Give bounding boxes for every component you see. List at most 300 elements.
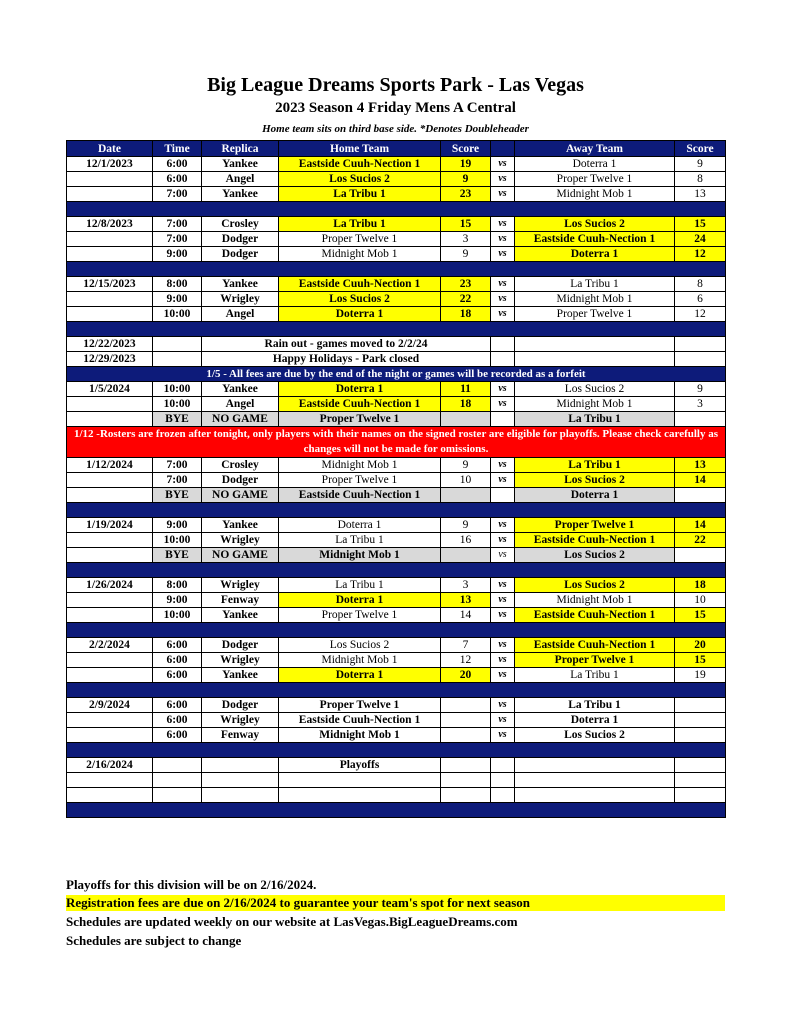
replica-cell: Crosley	[202, 217, 279, 232]
footer-playoffs-note: Playoffs for this division will be on 2/16/2024.	[66, 877, 317, 892]
home-score-cell: 18	[441, 397, 491, 412]
away-score-cell: 15	[675, 608, 726, 623]
time-cell: 7:00	[153, 217, 202, 232]
replica-cell: NO GAME	[202, 412, 279, 427]
home-team-cell: Los Sucios 2	[279, 638, 441, 653]
separator-row	[67, 262, 726, 277]
replica-cell: Crosley	[202, 458, 279, 473]
game-row	[67, 172, 726, 187]
vs-cell: vs	[491, 382, 515, 397]
date-cell	[67, 307, 153, 322]
separator-cell	[67, 322, 726, 337]
replica-cell: Yankee	[202, 608, 279, 623]
game-row	[67, 638, 726, 653]
away-team-cell: La Tribu 1	[515, 668, 675, 683]
game-row	[67, 593, 726, 608]
away-score-cell	[675, 698, 726, 713]
date-cell	[67, 788, 153, 803]
game-row	[67, 232, 726, 247]
game-row	[67, 788, 726, 803]
date-cell: 1/19/2024	[67, 518, 153, 533]
home-score-cell	[441, 548, 491, 563]
home-score-cell: 12	[441, 653, 491, 668]
date-cell	[67, 653, 153, 668]
time-cell: BYE	[153, 548, 202, 563]
home-team-cell: Proper Twelve 1	[279, 232, 441, 247]
game-row	[67, 518, 726, 533]
replica-cell: Yankee	[202, 187, 279, 202]
game-row	[67, 713, 726, 728]
away-team-cell: Doterra 1	[515, 157, 675, 172]
home-team-cell: La Tribu 1	[279, 187, 441, 202]
game-row	[67, 758, 726, 773]
home-team-cell: La Tribu 1	[279, 533, 441, 548]
away-score-cell	[675, 758, 726, 773]
home-team-cell: Playoffs	[279, 758, 441, 773]
separator-row	[67, 743, 726, 758]
fees-notice-text: 1/5 - All fees are due by the end of the night or games will be recorded as a forfeit	[67, 367, 726, 382]
game-row	[67, 728, 726, 743]
replica-cell: Wrigley	[202, 578, 279, 593]
away-score-cell	[675, 412, 726, 427]
away-score-cell: 10	[675, 593, 726, 608]
home-team-cell: La Tribu 1	[279, 217, 441, 232]
home-team-cell: Proper Twelve 1	[279, 698, 441, 713]
page-note: Home team sits on third base side. *Denotes Doubleheader	[262, 123, 529, 135]
away-team-cell: Los Sucios 2	[515, 578, 675, 593]
replica-cell: Fenway	[202, 593, 279, 608]
away-team-cell	[515, 788, 675, 803]
home-team-cell: Doterra 1	[279, 382, 441, 397]
game-row	[67, 247, 726, 262]
away-score-cell	[675, 728, 726, 743]
away-team-cell: Proper Twelve 1	[515, 307, 675, 322]
replica-cell: Yankee	[202, 157, 279, 172]
home-team-cell: Proper Twelve 1	[279, 412, 441, 427]
away-team-cell	[515, 773, 675, 788]
page-title: Big League Dreams Sports Park - Las Vegas	[207, 74, 584, 96]
home-team-cell	[279, 773, 441, 788]
date-cell: 12/29/2023	[67, 352, 153, 367]
away-score-cell: 18	[675, 578, 726, 593]
replica-cell	[202, 758, 279, 773]
column-header-away-score: Score	[675, 141, 726, 157]
time-cell: 7:00	[153, 473, 202, 488]
time-cell	[153, 773, 202, 788]
time-cell: 10:00	[153, 533, 202, 548]
column-header-date: Date	[67, 141, 153, 157]
home-score-cell: 9	[441, 518, 491, 533]
home-score-cell: 20	[441, 668, 491, 683]
table-header-row	[67, 141, 726, 157]
game-row	[67, 157, 726, 172]
home-score-cell: 3	[441, 232, 491, 247]
time-cell: 10:00	[153, 307, 202, 322]
replica-cell	[202, 788, 279, 803]
home-score-cell: 3	[441, 578, 491, 593]
vs-cell: vs	[491, 593, 515, 608]
game-row	[67, 668, 726, 683]
home-team-cell: Eastside Cuuh-Nection 1	[279, 713, 441, 728]
vs-cell: vs	[491, 187, 515, 202]
home-team-cell: Eastside Cuuh-Nection 1	[279, 488, 441, 503]
home-team-cell: Doterra 1	[279, 668, 441, 683]
vs-cell: vs	[491, 533, 515, 548]
date-cell	[67, 668, 153, 683]
vs-cell: vs	[491, 638, 515, 653]
away-team-cell: Los Sucios 2	[515, 382, 675, 397]
vs-cell	[491, 488, 515, 503]
date-cell	[67, 608, 153, 623]
away-team-cell: Doterra 1	[515, 247, 675, 262]
away-score-cell: 8	[675, 172, 726, 187]
home-score-cell	[441, 758, 491, 773]
bye-row	[67, 548, 726, 563]
home-score-cell: 9	[441, 458, 491, 473]
vs-cell: vs	[491, 307, 515, 322]
time-cell	[153, 758, 202, 773]
game-row	[67, 473, 726, 488]
replica-cell: Dodger	[202, 247, 279, 262]
replica-cell: Wrigley	[202, 713, 279, 728]
message-row	[67, 337, 726, 352]
schedule-table	[66, 140, 726, 818]
game-row	[67, 608, 726, 623]
vs-cell: vs	[491, 548, 515, 563]
vs-cell: vs	[491, 668, 515, 683]
away-team-cell: Doterra 1	[515, 488, 675, 503]
home-score-cell: 23	[441, 187, 491, 202]
page-subtitle: 2023 Season 4 Friday Mens A Central	[275, 100, 516, 116]
vs-cell: vs	[491, 458, 515, 473]
date-cell: 1/26/2024	[67, 578, 153, 593]
separator-row	[67, 623, 726, 638]
date-cell	[67, 773, 153, 788]
home-score-cell	[441, 728, 491, 743]
away-score-cell: 24	[675, 232, 726, 247]
roster-alert-text: 1/12 -Rosters are frozen after tonight, only players with their names on the signed roster are eligible for playoffs. Please check carefully as changes will not be made for omissions.	[67, 427, 726, 458]
game-row	[67, 698, 726, 713]
replica-cell: NO GAME	[202, 548, 279, 563]
away-score-cell: 8	[675, 277, 726, 292]
message-cell: Rain out - games moved to 2/2/24	[202, 337, 491, 352]
replica-cell: Dodger	[202, 232, 279, 247]
replica-cell: Angel	[202, 397, 279, 412]
date-cell	[67, 232, 153, 247]
footer-website-note: Schedules are updated weekly on our website at LasVegas.BigLeagueDreams.com	[66, 914, 518, 929]
away-team-cell: Eastside Cuuh-Nection 1	[515, 533, 675, 548]
away-score-cell: 9	[675, 382, 726, 397]
time-cell: 9:00	[153, 593, 202, 608]
bye-row	[67, 488, 726, 503]
time-cell: 6:00	[153, 713, 202, 728]
date-cell	[67, 548, 153, 563]
separator-row	[67, 683, 726, 698]
home-score-cell: 11	[441, 382, 491, 397]
home-team-cell: Eastside Cuuh-Nection 1	[279, 157, 441, 172]
away-score-cell: 14	[675, 473, 726, 488]
time-cell: BYE	[153, 412, 202, 427]
separator-cell	[67, 743, 726, 758]
game-row	[67, 653, 726, 668]
date-cell	[67, 473, 153, 488]
home-score-cell	[441, 698, 491, 713]
away-team-cell: Midnight Mob 1	[515, 187, 675, 202]
empty-cell	[515, 352, 675, 367]
away-score-cell: 15	[675, 653, 726, 668]
replica-cell: Yankee	[202, 518, 279, 533]
replica-cell	[202, 773, 279, 788]
empty-cell	[675, 352, 726, 367]
time-cell: 8:00	[153, 578, 202, 593]
empty-cell	[491, 352, 515, 367]
home-team-cell: Doterra 1	[279, 593, 441, 608]
away-score-cell	[675, 773, 726, 788]
away-team-cell: Eastside Cuuh-Nection 1	[515, 638, 675, 653]
column-header-time: Time	[153, 141, 202, 157]
home-score-cell	[441, 788, 491, 803]
vs-cell: vs	[491, 728, 515, 743]
vs-cell: vs	[491, 172, 515, 187]
away-team-cell: La Tribu 1	[515, 458, 675, 473]
away-team-cell: Proper Twelve 1	[515, 518, 675, 533]
game-row	[67, 307, 726, 322]
home-team-cell: Proper Twelve 1	[279, 473, 441, 488]
home-score-cell: 14	[441, 608, 491, 623]
home-team-cell	[279, 788, 441, 803]
away-team-cell: Doterra 1	[515, 713, 675, 728]
away-team-cell: Midnight Mob 1	[515, 397, 675, 412]
game-row	[67, 773, 726, 788]
date-cell	[67, 172, 153, 187]
separator-cell	[67, 623, 726, 638]
time-cell: 7:00	[153, 458, 202, 473]
time-cell: 9:00	[153, 292, 202, 307]
away-team-cell: La Tribu 1	[515, 412, 675, 427]
vs-cell: vs	[491, 713, 515, 728]
away-score-cell: 19	[675, 668, 726, 683]
replica-cell: Dodger	[202, 473, 279, 488]
away-team-cell: Los Sucios 2	[515, 217, 675, 232]
away-team-cell: La Tribu 1	[515, 277, 675, 292]
empty-cell	[515, 337, 675, 352]
away-team-cell: Midnight Mob 1	[515, 292, 675, 307]
away-team-cell: Eastside Cuuh-Nection 1	[515, 232, 675, 247]
time-cell: 10:00	[153, 382, 202, 397]
date-cell: 12/1/2023	[67, 157, 153, 172]
message-row	[67, 352, 726, 367]
replica-cell: Angel	[202, 172, 279, 187]
home-score-cell: 23	[441, 277, 491, 292]
date-cell: 12/8/2023	[67, 217, 153, 232]
date-cell	[67, 292, 153, 307]
separator-cell	[67, 803, 726, 818]
away-score-cell: 14	[675, 518, 726, 533]
bye-row	[67, 412, 726, 427]
away-score-cell: 13	[675, 187, 726, 202]
footer-registration-note: Registration fees are due on 2/16/2024 to guarantee your team's spot for next season	[66, 895, 725, 911]
date-cell: 1/5/2024	[67, 382, 153, 397]
time-cell: 10:00	[153, 608, 202, 623]
date-cell	[67, 187, 153, 202]
column-header-home-score: Score	[441, 141, 491, 157]
time-cell: 6:00	[153, 172, 202, 187]
vs-cell: vs	[491, 473, 515, 488]
away-score-cell	[675, 548, 726, 563]
away-team-cell: Midnight Mob 1	[515, 593, 675, 608]
away-team-cell: Los Sucios 2	[515, 473, 675, 488]
date-cell	[67, 728, 153, 743]
time-cell: 9:00	[153, 247, 202, 262]
home-team-cell: Doterra 1	[279, 518, 441, 533]
home-score-cell: 18	[441, 307, 491, 322]
empty-cell	[491, 337, 515, 352]
date-cell: 2/9/2024	[67, 698, 153, 713]
home-score-cell: 22	[441, 292, 491, 307]
home-team-cell: Doterra 1	[279, 307, 441, 322]
vs-cell: vs	[491, 277, 515, 292]
fees-notice-row	[67, 367, 726, 382]
replica-cell: Angel	[202, 307, 279, 322]
date-cell: 12/22/2023	[67, 337, 153, 352]
game-row	[67, 382, 726, 397]
away-score-cell: 6	[675, 292, 726, 307]
date-cell	[67, 247, 153, 262]
home-score-cell: 7	[441, 638, 491, 653]
away-team-cell: Proper Twelve 1	[515, 653, 675, 668]
time-cell: 7:00	[153, 187, 202, 202]
away-score-cell	[675, 788, 726, 803]
separator-cell	[67, 202, 726, 217]
replica-cell: Wrigley	[202, 533, 279, 548]
home-team-cell: Los Sucios 2	[279, 292, 441, 307]
home-score-cell: 9	[441, 172, 491, 187]
vs-cell: vs	[491, 247, 515, 262]
away-team-cell: Los Sucios 2	[515, 728, 675, 743]
home-score-cell: 16	[441, 533, 491, 548]
replica-cell: Yankee	[202, 277, 279, 292]
separator-row	[67, 202, 726, 217]
home-score-cell: 15	[441, 217, 491, 232]
away-score-cell: 12	[675, 247, 726, 262]
replica-cell: Dodger	[202, 698, 279, 713]
replica-cell: Wrigley	[202, 292, 279, 307]
separator-cell	[67, 683, 726, 698]
away-score-cell: 12	[675, 307, 726, 322]
separator-cell	[67, 262, 726, 277]
away-team-cell: Eastside Cuuh-Nection 1	[515, 608, 675, 623]
replica-cell: Fenway	[202, 728, 279, 743]
date-cell	[67, 713, 153, 728]
home-score-cell: 10	[441, 473, 491, 488]
game-row	[67, 217, 726, 232]
time-cell: 10:00	[153, 397, 202, 412]
time-cell: 8:00	[153, 277, 202, 292]
column-header-replica: Replica	[202, 141, 279, 157]
game-row	[67, 277, 726, 292]
home-score-cell	[441, 713, 491, 728]
game-row	[67, 397, 726, 412]
home-team-cell: Proper Twelve 1	[279, 608, 441, 623]
home-team-cell: Eastside Cuuh-Nection 1	[279, 397, 441, 412]
game-row	[67, 578, 726, 593]
replica-cell: Yankee	[202, 382, 279, 397]
away-score-cell: 3	[675, 397, 726, 412]
column-header-home-team: Home Team	[279, 141, 441, 157]
separator-row	[67, 803, 726, 818]
game-row	[67, 187, 726, 202]
separator-cell	[67, 503, 726, 518]
separator-row	[67, 322, 726, 337]
home-team-cell: Los Sucios 2	[279, 172, 441, 187]
time-cell: 6:00	[153, 638, 202, 653]
time-cell: 7:00	[153, 232, 202, 247]
time-cell: 6:00	[153, 668, 202, 683]
home-team-cell: Midnight Mob 1	[279, 548, 441, 563]
vs-cell: vs	[491, 157, 515, 172]
home-team-cell: Midnight Mob 1	[279, 728, 441, 743]
date-cell: 2/16/2024	[67, 758, 153, 773]
game-row	[67, 292, 726, 307]
date-cell	[67, 488, 153, 503]
time-cell	[153, 788, 202, 803]
schedule-body	[67, 157, 726, 818]
away-score-cell: 13	[675, 458, 726, 473]
vs-cell: vs	[491, 578, 515, 593]
date-cell: 12/15/2023	[67, 277, 153, 292]
empty-cell	[675, 337, 726, 352]
away-team-cell: La Tribu 1	[515, 698, 675, 713]
home-team-cell: Eastside Cuuh-Nection 1	[279, 277, 441, 292]
vs-cell: vs	[491, 397, 515, 412]
message-cell: Happy Holidays - Park closed	[202, 352, 491, 367]
vs-cell	[491, 412, 515, 427]
vs-cell: vs	[491, 653, 515, 668]
separator-cell	[67, 563, 726, 578]
home-team-cell: Midnight Mob 1	[279, 247, 441, 262]
vs-cell	[491, 758, 515, 773]
date-cell	[67, 412, 153, 427]
home-team-cell: Midnight Mob 1	[279, 653, 441, 668]
vs-cell: vs	[491, 698, 515, 713]
separator-row	[67, 503, 726, 518]
home-score-cell: 13	[441, 593, 491, 608]
separator-row	[67, 563, 726, 578]
vs-cell: vs	[491, 217, 515, 232]
game-row	[67, 533, 726, 548]
column-header-vs	[491, 141, 515, 157]
home-team-cell: La Tribu 1	[279, 578, 441, 593]
home-score-cell: 19	[441, 157, 491, 172]
away-team-cell: Proper Twelve 1	[515, 172, 675, 187]
date-cell: 2/2/2024	[67, 638, 153, 653]
time-cell	[153, 337, 202, 352]
time-cell	[153, 352, 202, 367]
replica-cell: Dodger	[202, 638, 279, 653]
home-score-cell	[441, 412, 491, 427]
game-row	[67, 458, 726, 473]
vs-cell: vs	[491, 232, 515, 247]
vs-cell: vs	[491, 292, 515, 307]
time-cell: 6:00	[153, 157, 202, 172]
vs-cell: vs	[491, 518, 515, 533]
footer-change-note: Schedules are subject to change	[66, 933, 242, 948]
replica-cell: Yankee	[202, 668, 279, 683]
date-cell	[67, 593, 153, 608]
vs-cell: vs	[491, 608, 515, 623]
vs-cell	[491, 773, 515, 788]
away-score-cell: 20	[675, 638, 726, 653]
